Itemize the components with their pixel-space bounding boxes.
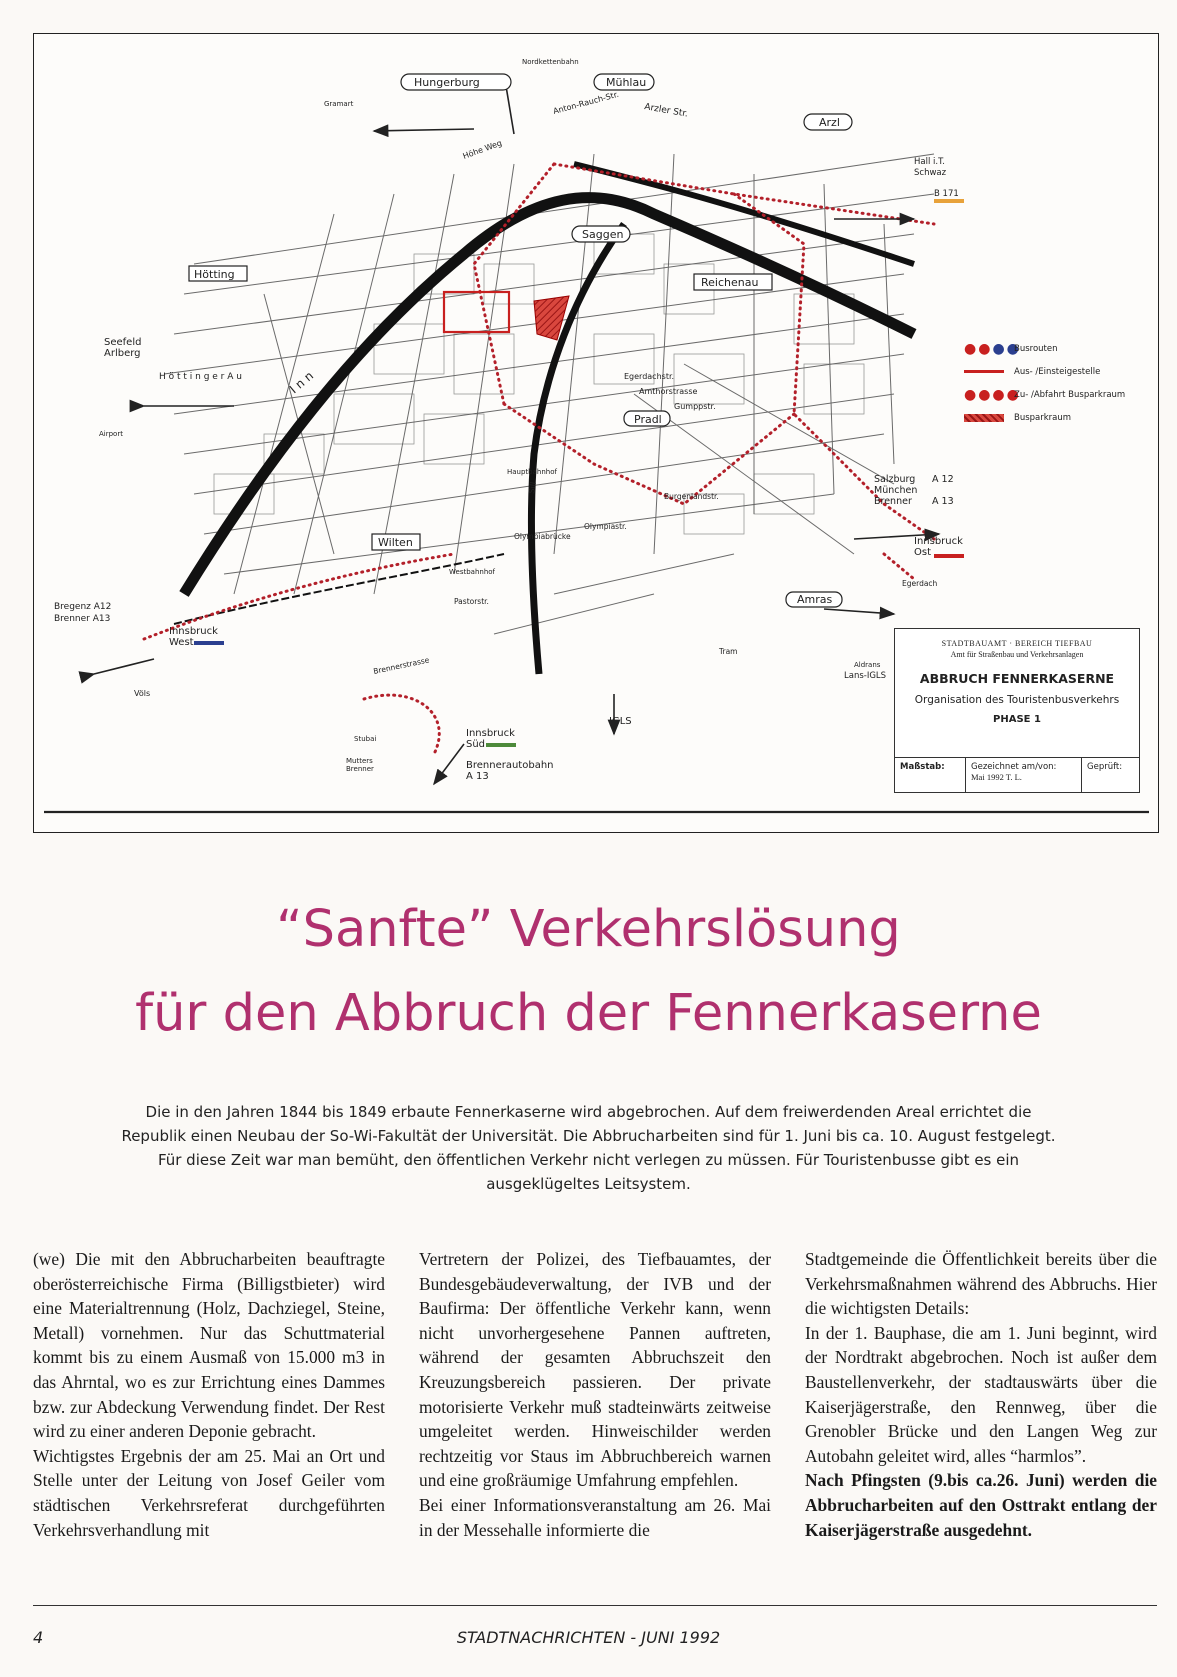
label-muenchen: München: [874, 485, 918, 496]
titleblock-scale: Maßstab:: [895, 758, 966, 792]
legend-busparkraum: Busparkraum: [964, 406, 1125, 429]
label-brennerautobahn: Brennerautobahn: [466, 760, 554, 771]
label-ost: Ost: [914, 547, 932, 558]
label-tram: Tram: [719, 647, 738, 656]
label-airport: Airport: [99, 430, 123, 438]
col3-paragraph-2: In der 1. Bauphase, die am 1. Juni beginnt, wird der Nordtrakt abgebrochen. Noch ist außer dem Baustellenverkehr, der stadtauswärts über die Kaiserjägerstraße, den Rennweg, über die Grenobler Brücke und den Langen Weg zur Autobahn geleitet wird, alles “harmlos”.: [805, 1322, 1157, 1466]
label-a12: A 12: [932, 474, 954, 485]
titleblock-drawn: [966, 758, 1082, 792]
article-title-line1: “Sanfte” Verkehrslösung: [276, 900, 901, 959]
map-legend: [964, 337, 1125, 429]
page-number: 4: [33, 1628, 44, 1647]
col3-paragraph-3: Nach Pfingsten (9.bis ca.26. Juni) werden die Abbrucharbeiten auf den Osttrakt entlang der Kaiserjägerstraße ausgedehnt.: [805, 1470, 1157, 1540]
label-hall: Hall i.T.: [914, 157, 945, 167]
publication-name: STADTNACHRICHTEN - JUNI 1992: [456, 1628, 721, 1647]
titleblock-drawn-value: Mai 1992 T. L.: [971, 772, 1022, 782]
col3-paragraph-1: Stadtgemeinde die Öffentlichkeit bereits über die Verkehrsmaßnahmen während des Abbruchs. Hier die wichtigsten Details:: [805, 1249, 1157, 1319]
label-anton-rauch: Anton-Rauch-Str.: [552, 89, 620, 116]
label-b171: B 171: [934, 189, 959, 199]
label-olympiabruecke: Olympiabrücke: [514, 532, 571, 541]
label-sill: Sill: [527, 481, 539, 495]
label-hoeheweg: Höhe Weg: [461, 138, 504, 161]
article-title: [0, 888, 1177, 1056]
label-brenner-a13: Brenner A13: [54, 614, 111, 624]
article-column-2: [419, 1247, 771, 1542]
label-aldrans: Aldrans: [854, 661, 881, 669]
label-hungerburg: Hungerburg: [414, 76, 480, 89]
label-arlberg: Arlberg: [104, 348, 141, 359]
label-olympiastr: Olympiastr.: [584, 522, 627, 531]
legend-einsteigestelle: Aus- /Einsteigestelle: [964, 360, 1125, 383]
titleblock-subtitle: Organisation des Touristenbusverkehrs: [914, 694, 1120, 706]
titleblock-checked: Geprüft:: [1087, 762, 1123, 772]
label-innsbruck-sued: Innsbruck: [466, 728, 515, 739]
article-column-1: [33, 1247, 385, 1542]
label-arzler-str: Arzler Str.: [643, 102, 689, 120]
col2-paragraph-2: Bei einer Informationsveranstaltung am 26. Mai in der Messehalle informierte die: [419, 1494, 771, 1540]
label-hoettinger-au: H ö t t i n g e r A u: [159, 372, 242, 382]
label-westbahnhof: Westbahnhof: [449, 568, 495, 576]
label-igls: IGLS: [609, 716, 632, 727]
label-innsbruck-ost: Innsbruck: [914, 536, 963, 547]
label-hauptbahnhof: Hauptbahnhof: [507, 468, 557, 476]
map-figure: [33, 33, 1159, 833]
label-stubai: Stubai: [354, 735, 377, 743]
label-a13: A 13: [932, 496, 954, 507]
map-title-block: [894, 628, 1140, 793]
exit-arrows: [94, 74, 939, 784]
label-reichenau: Reichenau: [701, 276, 759, 289]
label-innsbruck-west: Innsbruck: [169, 626, 218, 637]
label-schwaz: Schwaz: [914, 168, 947, 178]
label-egerdach: Egerdach: [902, 579, 938, 588]
titleblock-title: ABBRUCH FENNERKASERNE: [919, 671, 1115, 686]
label-hoetting: Hötting: [194, 268, 235, 281]
label-brenner-small: Brenner: [346, 765, 374, 773]
label-saggen: Saggen: [582, 228, 624, 241]
label-voels: Völs: [134, 689, 151, 698]
legend-busrouten: ●● ●● Busrouten: [964, 340, 1058, 357]
article-column-3: [805, 1247, 1157, 1542]
legend-zufahrt: ●●●● Zu- /Abfahrt Busparkraum: [964, 386, 1126, 403]
titleblock-department: STADTBAUAMT · BEREICH TIEFBAU: [941, 639, 1093, 648]
label-sued: Süd: [466, 739, 486, 750]
label-brenner: Brenner: [874, 496, 912, 507]
titleblock-drawn-label: Gezeichnet am/von:: [971, 762, 1057, 772]
col1-paragraph-2: Wichtigstes Ergebnis der am 25. Mai an Ort und Stelle unter der Leitung von Josef Geiler vom städtischen Verkehrsreferat durchgeführten Verkehrsverhandlung mit: [33, 1445, 385, 1540]
label-amthorstrasse: Amthorstrasse: [639, 387, 698, 396]
col1-paragraph-1: (we) Die mit den Abbrucharbeiten beauftragte oberösterreichische Firma (Billigstbieter) wird eine Materialtrennung (Holz, Dachziegel, Steine, Metall) vornehmen. Nur das Schuttmaterial kommt bis zu einem Ausmaß von 15.000 m3 in das Ahrntal, wo es zur Errichtung eines Dammes bzw. zur Abdeckung Verwendung findet. Der Rest wird zu einer anderen Deponie gebracht.: [33, 1249, 385, 1442]
street-grid: [164, 154, 934, 634]
footer-rule: [33, 1605, 1157, 1606]
label-egerdachstr: Egerdachstr.: [624, 372, 675, 381]
einsteigestelle: [444, 292, 509, 332]
label-salzburg: Salzburg: [874, 474, 916, 485]
sill-river: [532, 224, 624, 674]
label-amras: Amras: [797, 593, 833, 606]
label-mutters: Mutters: [346, 757, 373, 765]
titleblock-footer-row: [895, 757, 1139, 792]
article-title-line2: für den Abbruch der Fennerkaserne: [135, 984, 1042, 1043]
label-nordkettenbahn: Nordkettenbahn: [522, 58, 579, 66]
label-brennerstrasse: Brennerstrasse: [372, 655, 431, 676]
label-arzl: Arzl: [819, 116, 840, 129]
label-burgenlandstr: Burgenlandstr.: [664, 492, 719, 501]
label-muehlau: Mühlau: [606, 76, 647, 89]
label-west: West: [169, 637, 194, 648]
label-pradl: Pradl: [634, 413, 662, 426]
label-pastorstr: Pastorstr.: [454, 597, 489, 606]
label-bregenz: Bregenz A12: [54, 602, 112, 612]
label-gramart: Gramart: [324, 100, 354, 108]
label-wilten: Wilten: [378, 536, 413, 549]
label-seefeld: Seefeld: [104, 337, 142, 348]
label-lans-igls: Lans-IGLS: [844, 671, 887, 681]
label-a13-2: A 13: [466, 771, 489, 782]
titleblock-office: Amt für Straßenbau und Verkehrsanlagen: [950, 650, 1084, 659]
railway: [174, 554, 504, 624]
titleblock-phase: PHASE 1: [993, 714, 1041, 725]
label-inn: I n n: [286, 368, 317, 397]
label-gumppstr: Gumppstr.: [674, 402, 716, 411]
col2-paragraph-1: Vertretern der Polizei, des Tiefbauamtes, der Bundesgebäudeverwaltung, der IVB und der Baufirma: Der öffentliche Verkehr kann, wenn nicht unvorhergesehene Pannen auftreten, während der gesamten Abbruchszeit den Kreuzungsbereich passieren. Der private motorisierte Verkehr muß stadteinwärts zeitweise umgeleitet werden. Hinweischilder werden rechtzeitig vor Staus im Abbruchbereich warnen und eine großräumige Umfahrung empfehlen.: [419, 1249, 771, 1491]
article-intro: Die in den Jahren 1844 bis 1849 erbaute Fennerkaserne wird abgebrochen. Auf dem freiwerdenden Areal errichtet die Republik einen Neubau der So-Wi-Fakultät der Universität. Die Abbrucharbeiten sind für 1. Juni bis ca. 10. August festgelegt. Für diese Zeit war man bemüht, den öffentlichen Verkehr nicht verlegen zu müssen. Für Touristenbusse gibt es ein ausgeklügeltes Leitsystem.: [121, 1103, 1056, 1193]
